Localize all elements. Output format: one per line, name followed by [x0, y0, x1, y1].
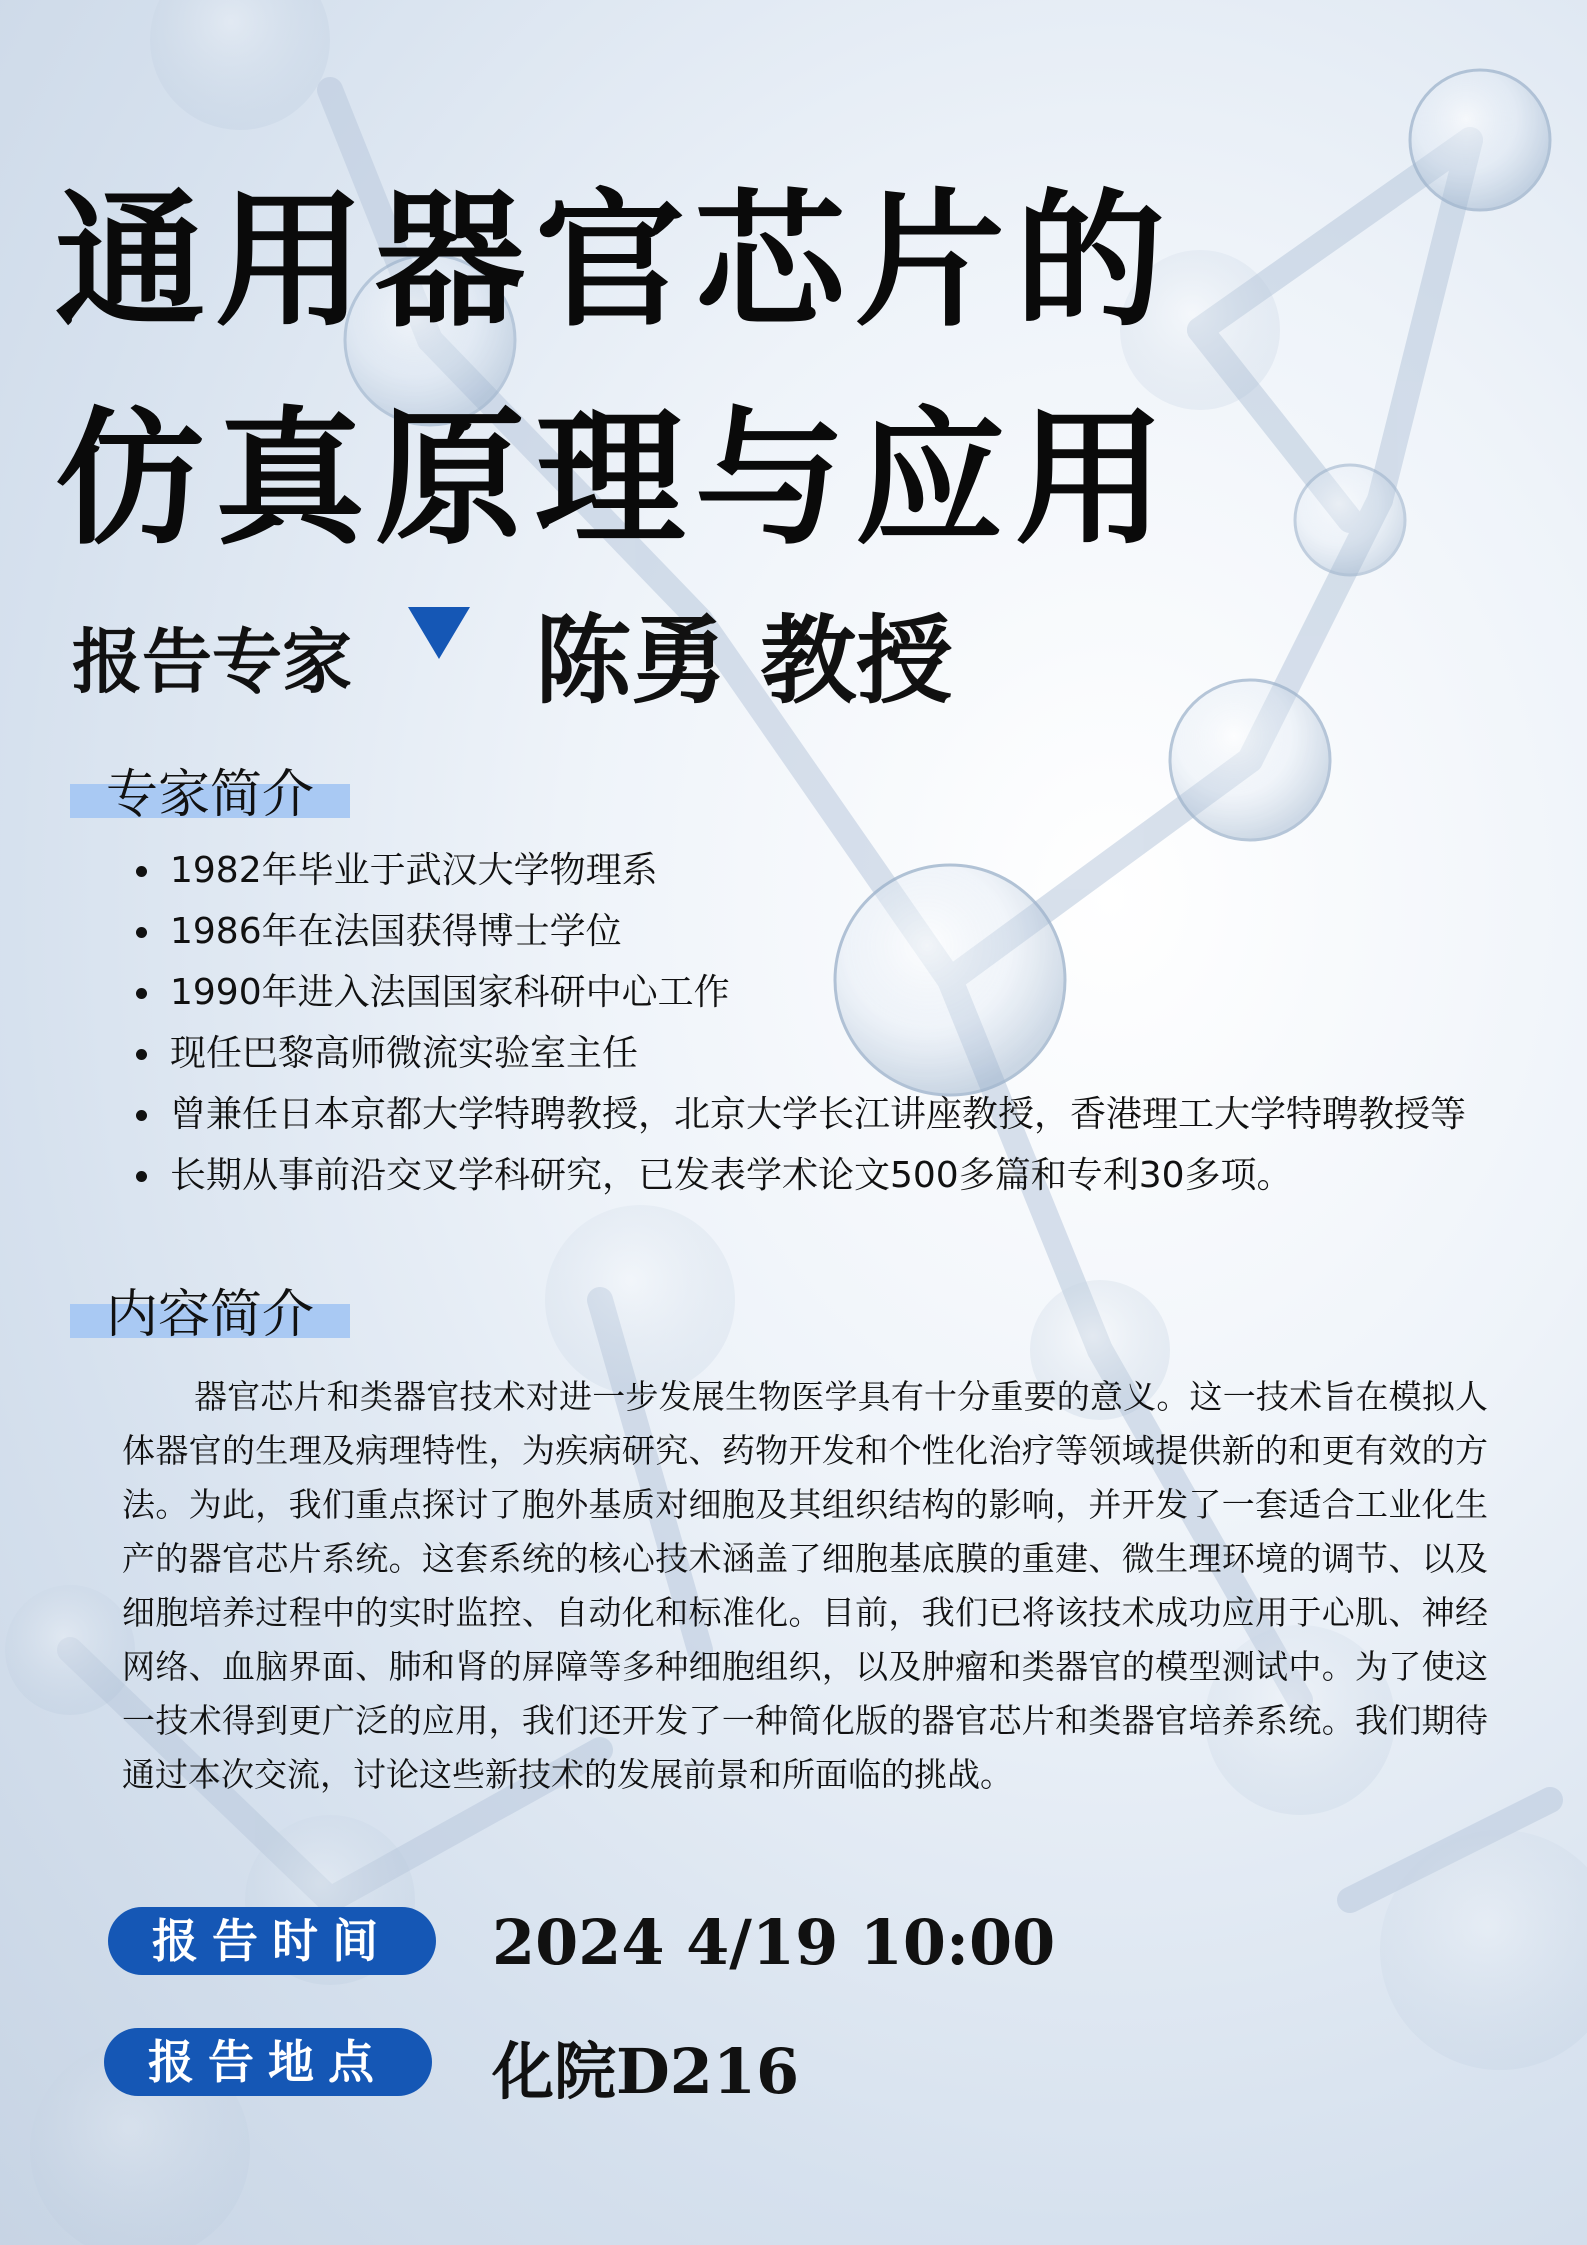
bio-list	[128, 840, 1488, 1206]
title-line-1: 通用器官芯片的	[55, 176, 1176, 347]
triangle-down-icon	[408, 607, 470, 659]
place-value: 化院D216	[492, 2035, 800, 2108]
bio-item: 长期从事前沿交叉学科研究，已发表学术论文500多篇和专利30多项。	[128, 1145, 1488, 1206]
time-label-pill: 报告时间	[108, 1907, 436, 1975]
title-line-2: 仿真原理与应用	[55, 394, 1176, 565]
place-label-pill: 报告地点	[104, 2028, 432, 2096]
intro-heading-text: 内容简介	[106, 1285, 315, 1345]
time-value: 2024 4/19 10:00	[492, 1906, 1056, 1979]
intro-paragraph: 器官芯片和类器官技术对进一步发展生物医学具有十分重要的意义。这一技术旨在模拟人体器官的生理及病理特性，为疾病研究、药物开发和个性化治疗等领域提供新的和更有效的方法。为此，我们重点探讨了胞外基质对细胞及其组织结构的影响，并开发了一套适合工业化生产的器官芯片系统。这套系统的核心技术涵盖了细胞基底膜的重建、微生理环境的调节、以及细胞培养过程中的实时监控、自动化和标准化。目前，我们已将该技术成功应用于心肌、神经网络、血脑界面、肺和肾的屏障等多种细胞组织，以及肿瘤和类器官的模型测试中。为了使这一技术得到更广泛的应用，我们还开发了一种简化版的器官芯片和类器官培养系统。我们期待通过本次交流，讨论这些新技术的发展前景和所面临的挑战。	[122, 1377, 1488, 1794]
speaker-label: 报告专家	[72, 621, 352, 703]
bio-item: 曾兼任日本京都大学特聘教授，北京大学长江讲座教授，香港理工大学特聘教授等	[128, 1084, 1488, 1145]
bio-item: 1990年进入法国国家科研中心工作	[128, 962, 1488, 1023]
bio-item: 1982年毕业于武汉大学物理系	[128, 840, 1488, 901]
bio-item: 现任巴黎高师微流实验室主任	[128, 1023, 1488, 1084]
speaker-name: 陈勇 教授	[535, 604, 953, 717]
bio-item: 1986年在法国获得博士学位	[128, 901, 1488, 962]
bio-heading-text: 专家简介	[106, 765, 315, 825]
